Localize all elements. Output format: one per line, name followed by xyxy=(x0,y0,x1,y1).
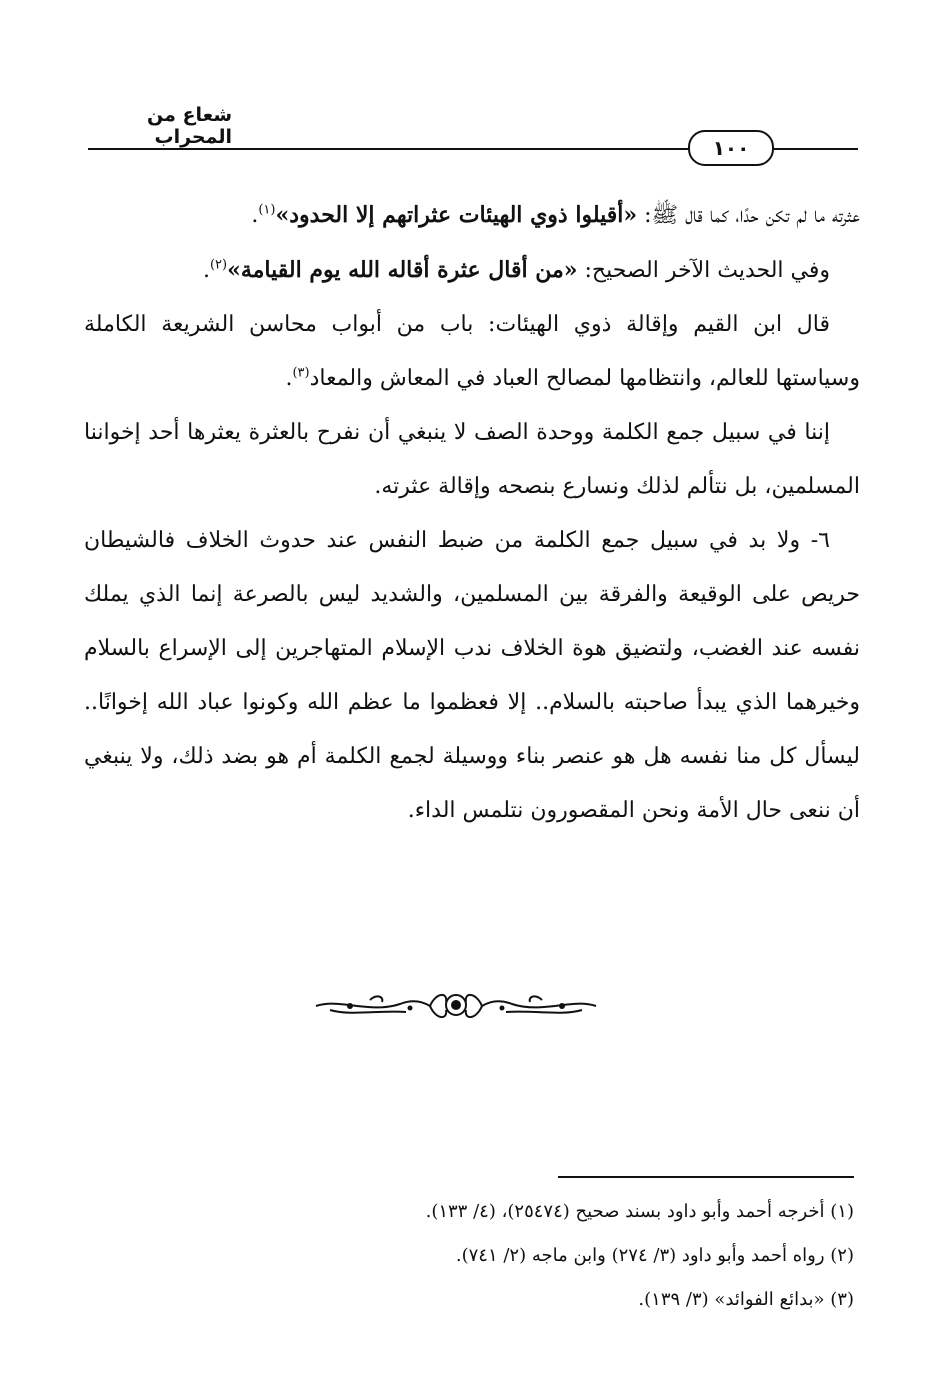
hadith-quote-2: «من أقال عثرة أقاله الله يوم القيامة» xyxy=(227,257,578,283)
paragraph-2 xyxy=(84,243,860,298)
footnote-ref-1: (١) xyxy=(258,202,276,218)
main-text xyxy=(84,188,860,838)
paragraph-5: ٦- ولا بد في سبيل جمع الكلمة من ضبط النفس عند حدوث الخلاف فالشيطان حريص على الوقيعة والفرقة بين المسلمين، والشديد ليس بالصرعة إنما الذي يملك نفسه عند الغضب، ولتضيق هوة الخلاف ندب الإسلام المتهاجرين إلى الإسراع بالسلام وخيرهما الذي يبدأ صاحبته بالسلام.. إلا فعظموا ما عظم الله وكونوا عباد الله إخوانًا.. ليسأل كل منا نفسه هل هو عنصر بناء ووسيلة لجمع الكلمة أم هو بضد ذلك، ولا ينبغي أن ننعى حال الأمة ونحن المقصورون نتلمس الداء. xyxy=(84,528,860,823)
paragraph-3-end: . xyxy=(285,366,293,391)
paragraph-2-end: . xyxy=(202,258,210,283)
ornament-divider-icon xyxy=(310,988,602,1022)
footnote-1: (١) أخرجه أحمد وأبو داود بسند صحيح (٢٥٤٧٤)، (٤/ ١٣٣). xyxy=(425,1201,854,1222)
paragraph-1-end: . xyxy=(251,203,259,228)
paragraph-4: إننا في سبيل جمع الكلمة ووحدة الصف لا ينبغي أن نفرح بالعثرة يعثرها أحد إخواننا المسلمين، بل نتألم لذلك ونسارع بنصحه وإقالة عثرته. xyxy=(84,420,860,499)
footnote-rule xyxy=(558,1176,854,1178)
paragraph-3-text: قال ابن القيم وإقالة ذوي الهيئات: باب من أبواب محاسن الشريعة الكاملة وسياستها للعالم، وانتظامها لمصالح العباد في المعاش والمعاد xyxy=(84,312,860,391)
running-header-title: شعاع من المحراب xyxy=(147,104,232,148)
page-number: ١٠٠ xyxy=(688,130,774,166)
footnote-3: (٣) «بدائع الفوائد» (٣/ ١٣٩). xyxy=(638,1289,854,1310)
paragraph-3 xyxy=(84,298,860,406)
footnote-ref-3: (٣) xyxy=(292,365,310,381)
footnote-ref-2: (٢) xyxy=(209,257,228,273)
footnote-2: (٢) رواه أحمد وأبو داود (٣/ ٢٧٤) وابن ماجه (٢/ ٧٤١). xyxy=(455,1245,854,1266)
footnotes xyxy=(300,1190,854,1322)
paragraph-2-text: وفي الحديث الآخر الصحيح: xyxy=(577,258,830,283)
paragraph-1 xyxy=(84,188,860,243)
paragraph-1-text: عثرته ما لم تكن حدًا، كما قال ﷺ: xyxy=(637,203,860,228)
hadith-quote-1: «أقيلوا ذوي الهيئات عثراتهم إلا الحدود» xyxy=(275,202,638,228)
